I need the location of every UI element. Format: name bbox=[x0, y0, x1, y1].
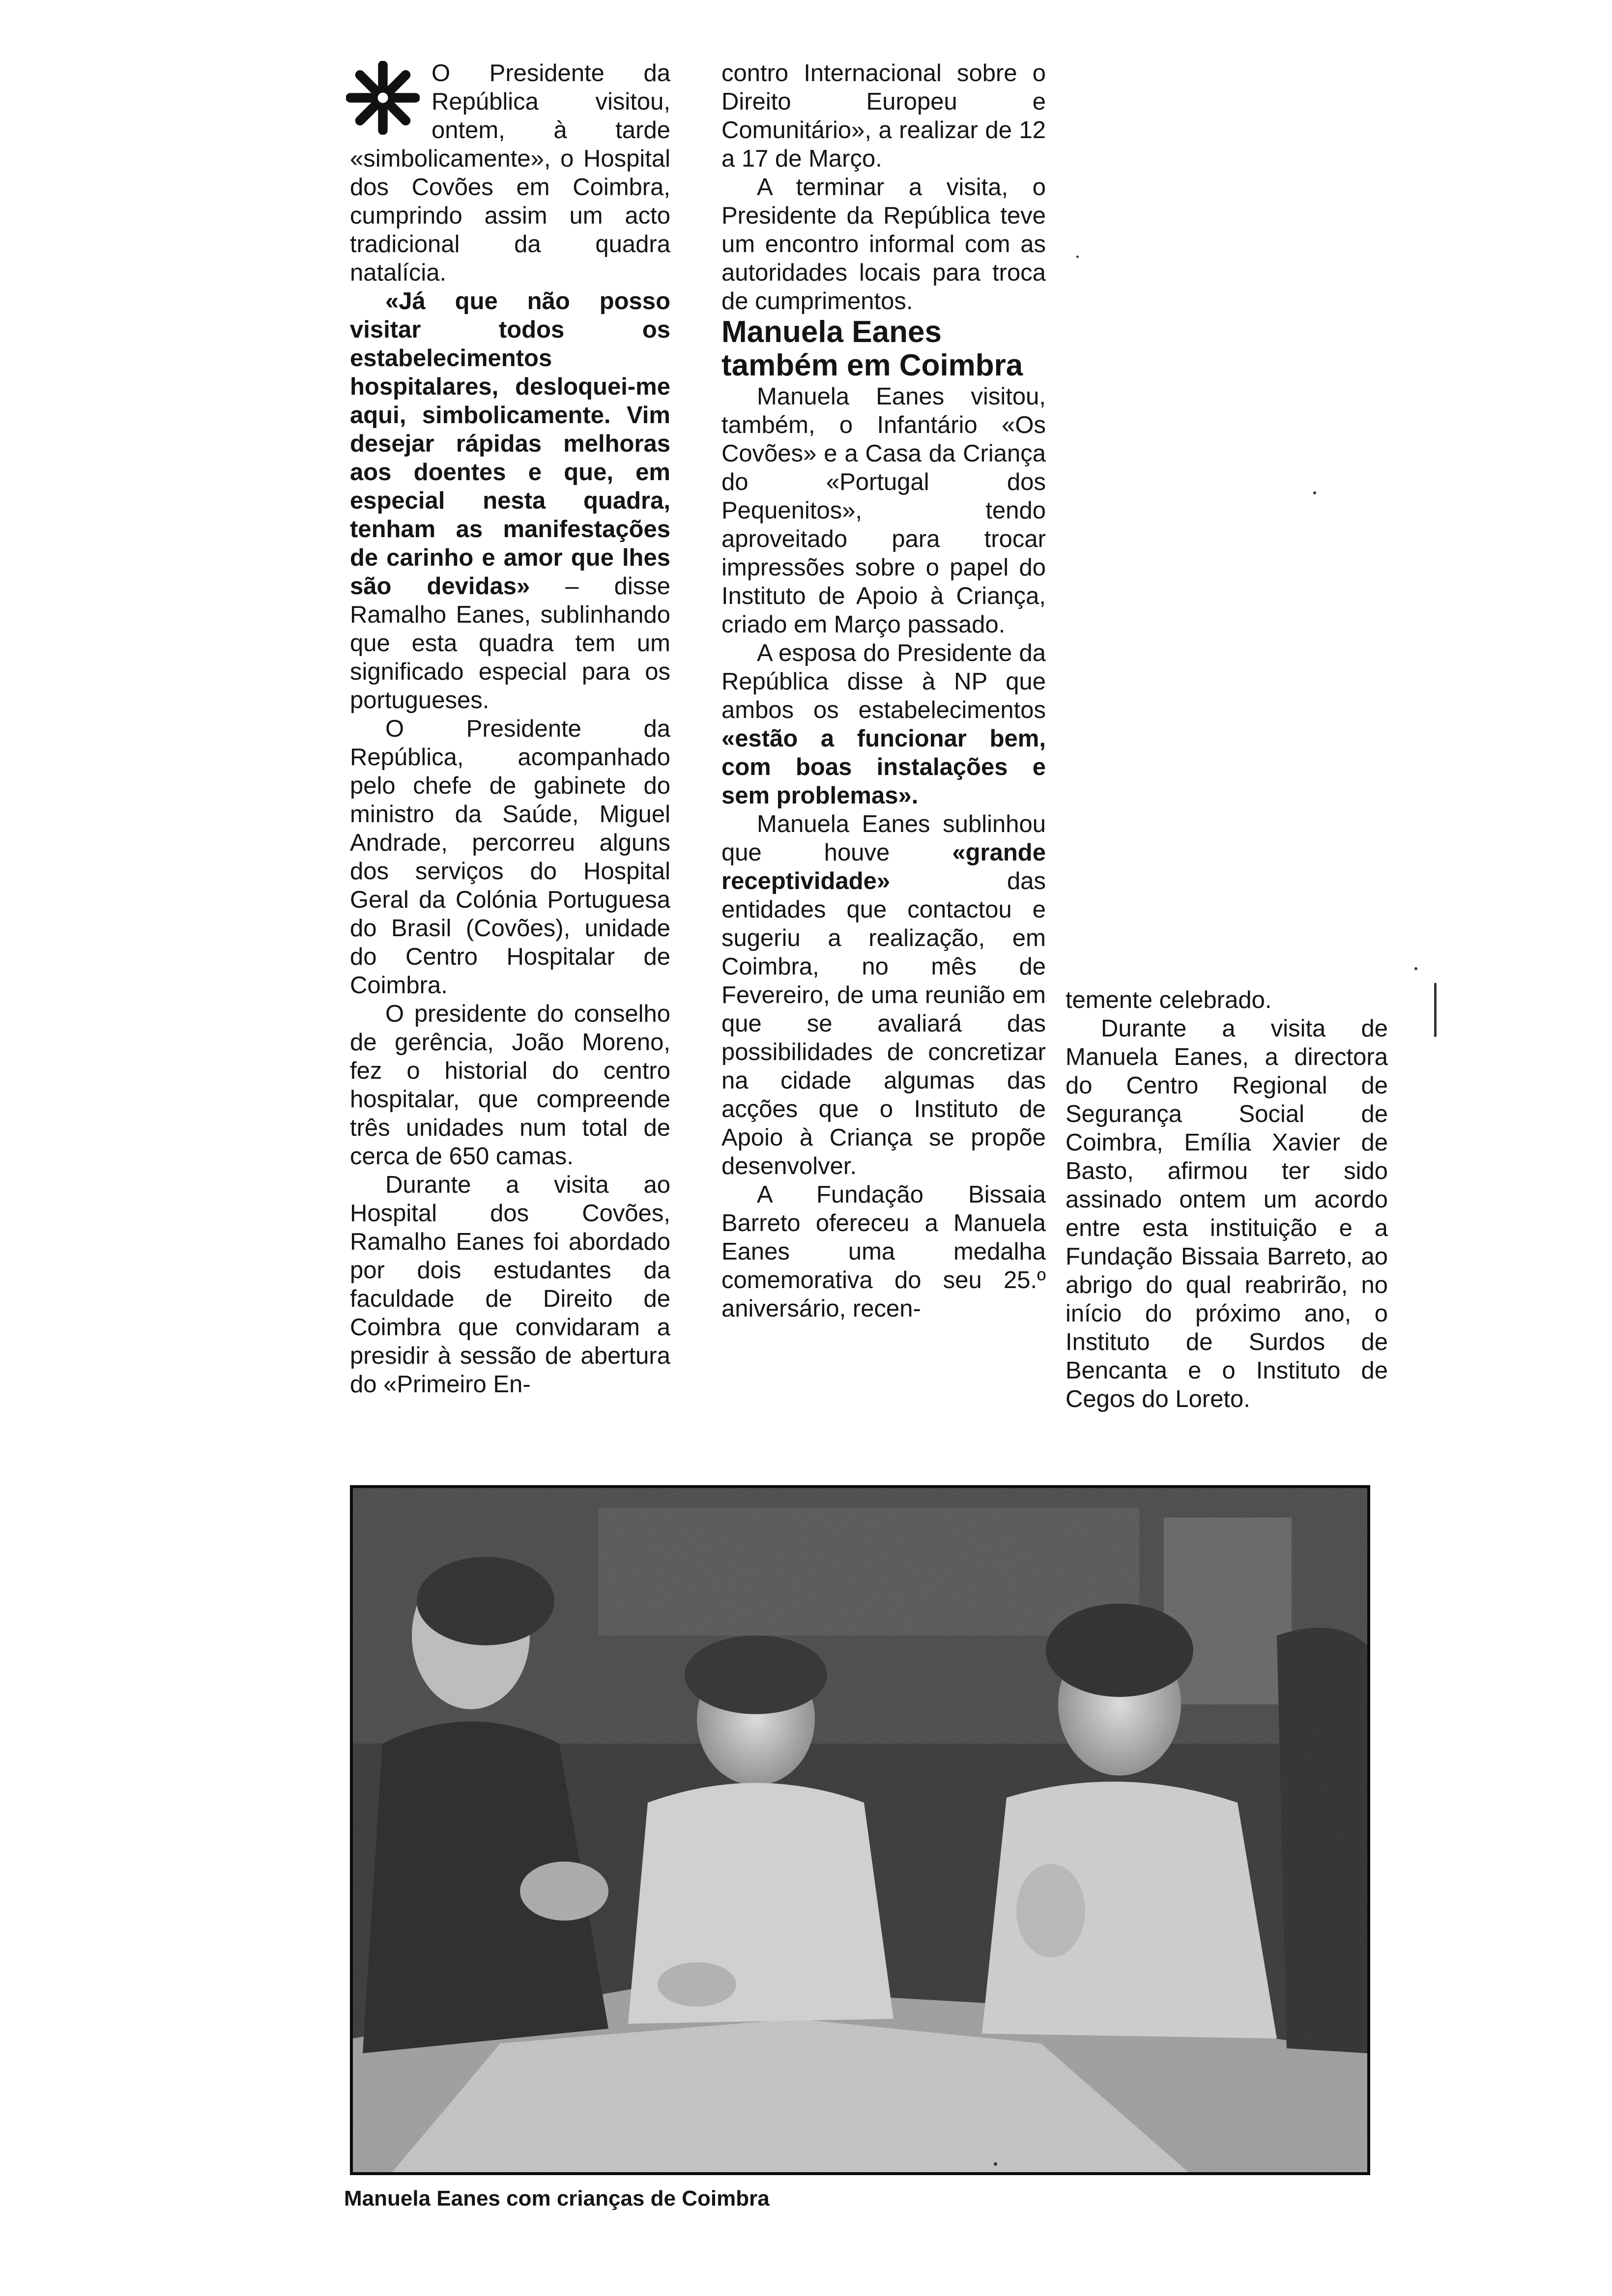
statement-start: A esposa do Presidente da República disse à NP que ambos os estabelecimentos bbox=[721, 640, 1046, 723]
paragraph-agreement: Durante a visita de Manuela Eanes, a directora do Centro Regional de Segurança Social de Coimbra, Emília Xavier de Basto, afirmou ter sido assinado ontem um acordo entre esta instituição e a Fundação Bissaia Barreto, ao abrigo do qual reabrirão, no início do próximo ano, o Instituto de Surdos de Bencanta e o Instituto de Cegos do Loreto. bbox=[1065, 1015, 1388, 1412]
news-photo bbox=[350, 1485, 1370, 2175]
photo-caption: Manuela Eanes com crianças de Coimbra bbox=[344, 2186, 770, 2210]
receptivity-bold: «grande receptividade» bbox=[721, 839, 1046, 894]
paragraph-board: O presidente do conselho de gerência, João Moreno, fez o historial do centro hospitalar, que compreende três unidades num total de cerca de 650 camas. bbox=[350, 1001, 670, 1170]
quote-attribution: – disse Ramalho Eanes, sublinhando que esta quadra tem um significado especial para os portugueses. bbox=[350, 573, 670, 714]
receptivity-rest: das entidades que contactou e sugeriu a realização, em Coimbra, no mês de Fevereiro, de uma reunião em que se avaliará das possibilidades de concretizar na cidade algumas das acções que o Instituto de Apoio à Criança se propõe desenvolver. bbox=[721, 868, 1046, 1179]
paragraph-visit: O Presidente da República, acompanhado pelo chefe de gabinete do ministro da Saúde, Miguel Andrade, percorreu alguns dos serviços do Hospital Geral da Colónia Portuguesa do Brasil (Covões), unidade do Centro Hospitalar de Coimbra. bbox=[350, 716, 670, 999]
article-column-1 bbox=[350, 59, 670, 1399]
scan-speck bbox=[1076, 256, 1079, 258]
scan-speck bbox=[1414, 967, 1417, 970]
scan-speck bbox=[1434, 983, 1437, 1037]
article-column-2 bbox=[721, 59, 1046, 1323]
asterisk-star-icon bbox=[346, 61, 420, 135]
statement-bold: «estão a funcionar bem, com boas instalações e sem problemas». bbox=[721, 725, 1046, 809]
scan-speck bbox=[994, 2162, 997, 2166]
photo-children-image bbox=[353, 1488, 1367, 2172]
quote-bold: «Já que não posso visitar todos os estabelecimentos hospitalares, desloquei-me aqui, simbolicamente. Vim desejar rápidas melhoras aos doentes e que, em especial nesta quadra, tenham as manifestações de carinho e amor que lhes são devidas» bbox=[350, 288, 670, 600]
scan-speck bbox=[1313, 491, 1316, 494]
paragraph-celebrated: temente celebrado. bbox=[1065, 987, 1272, 1013]
article-column-3 bbox=[1065, 986, 1388, 1413]
paragraph-students: Durante a visita ao Hospital dos Covões, Ramalho Eanes foi abordado por dois estudantes da faculdade de Direito de Coimbra que convidaram a presidir à sessão de abertura do «Primeiro En- bbox=[350, 1172, 670, 1398]
section-headline: Manuela Eanes também em Coimbra bbox=[721, 315, 1023, 382]
paragraph-intro: O Presidente da República visitou, ontem, à tarde «simbolicamente», o Hospital dos Covões em Coimbra, cumprindo assim um acto tradicional da quadra natalícia. bbox=[350, 60, 670, 286]
paragraph-foundation: A Fundação Bissaia Barreto ofereceu a Manuela Eanes uma medalha comemorativa do seu 25.º aniversário, recen- bbox=[721, 1181, 1046, 1322]
paragraph-quote bbox=[350, 287, 670, 715]
paragraph-receptivity bbox=[721, 810, 1046, 1180]
receptivity-start: Manuela Eanes sublinhou que houve bbox=[721, 811, 1046, 866]
paragraph-np-statement bbox=[721, 639, 1046, 810]
paragraph-manuela-visit: Manuela Eanes visitou, também, o Infantário «Os Covões» e a Casa da Criança do «Portugal dos Pequenitos», tendo aproveitado para trocar impressões sobre o papel do Instituto de Apoio à Criança, criado em Março passado. bbox=[721, 383, 1046, 638]
paragraph-meeting: A terminar a visita, o Presidente da República teve um encontro informal com as autoridades locais para troca de cumprimentos. bbox=[721, 174, 1046, 315]
paragraph-congress: contro Internacional sobre o Direito Europeu e Comunitário», a realizar de 12 a 17 de Março. bbox=[721, 60, 1046, 172]
